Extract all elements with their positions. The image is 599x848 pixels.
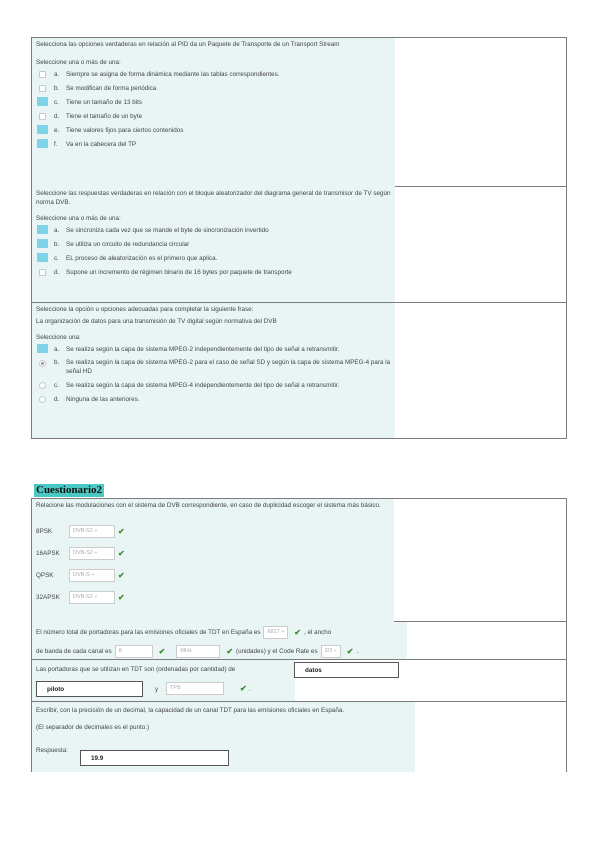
option-letter: d. — [54, 268, 60, 276]
checkbox[interactable] — [39, 269, 46, 276]
carrier-type-input-3[interactable]: TPS — [166, 682, 224, 695]
option-letter: e. — [54, 126, 60, 134]
option-letter: f. — [54, 140, 58, 148]
option-q1-0[interactable] — [36, 67, 391, 81]
radio-button[interactable] — [37, 344, 48, 353]
option-text: Va en la cabecera del TP — [66, 140, 137, 148]
question-5-text-3: de banda de cada canal es — [36, 648, 112, 655]
option-letter: b. — [54, 84, 60, 92]
option-letter: a. — [54, 70, 60, 78]
question-7-prompt: Escribir, con la precisión de un decimal, la capacidad de un canal TDT para las emisiones oficiales en España. — [36, 707, 345, 714]
option-letter: b. — [54, 240, 60, 248]
question-3 — [31, 303, 567, 439]
checkbox[interactable] — [39, 71, 46, 78]
checkbox[interactable] — [37, 97, 48, 106]
option-letter: b. — [54, 359, 60, 366]
option-text: Se utiliza un circuito de redundancia circular — [66, 240, 190, 248]
question-2-prompt: Seleccione las respuestas verdaderas en relación con el bloque aleatorizador del diagrama general de transmisor de TV según norma DVB. — [36, 190, 391, 206]
match-row — [36, 564, 390, 586]
checkbox[interactable] — [37, 139, 48, 148]
question-3-prompt-1: Seleccione la opción u opciones adecuadas para completar la siguiente frase: — [36, 306, 254, 313]
carrier-type-input-2[interactable]: piloto — [36, 681, 143, 697]
dvb-system-select[interactable]: DVB-S2 ÷ — [69, 525, 115, 538]
question-3-instruction: Seleccione una: — [36, 334, 81, 341]
option-q3-1[interactable] — [36, 356, 391, 378]
option-letter: a. — [54, 226, 60, 234]
modulation-label: 16APSK — [36, 549, 60, 557]
match-row — [36, 586, 390, 608]
question-4 — [31, 498, 567, 622]
question-4-prompt: Relacione las modulaciones con el sistema de DVB correspondiente, en caso de duplicidad escoger el sistema más básico. — [36, 502, 381, 509]
question-5 — [31, 622, 567, 660]
radio-button[interactable] — [39, 360, 46, 367]
option-text: Se realiza según la capa de sistema MPEG-2 independientemente del tipo de señal a retransmitir. — [66, 345, 340, 353]
option-q3-3[interactable] — [36, 392, 391, 406]
option-q1-2[interactable] — [36, 95, 391, 109]
option-text: Tiene el tamaño de un byte — [66, 112, 143, 120]
question-2 — [31, 187, 567, 303]
question-5-text-2: , el ancho — [303, 629, 332, 636]
question-5-dot: . — [356, 648, 359, 655]
option-q1-1[interactable] — [36, 81, 391, 95]
option-q3-2[interactable] — [36, 378, 391, 392]
checkbox[interactable] — [37, 125, 48, 134]
question-5-line-1 — [36, 626, 403, 639]
correct-check-icon: ✔ — [118, 592, 125, 602]
modulation-label: 32APSK — [36, 593, 60, 601]
question-6-dot: . — [249, 686, 251, 693]
option-text: Tiene un tamaño de 13 bits — [66, 98, 143, 106]
checkbox[interactable] — [39, 113, 46, 120]
question-7-note: (El separador de decimales es el punto.) — [36, 724, 150, 731]
question-3-body — [32, 303, 395, 438]
correct-check-icon: ✔ — [240, 684, 247, 693]
option-letter: a. — [54, 345, 60, 353]
option-q2-2[interactable] — [36, 251, 391, 265]
option-text: EL proceso de aleatorización es el primero que aplica. — [66, 254, 218, 262]
answer-input[interactable]: 19.9 — [80, 750, 229, 766]
question-2-instruction: Seleccione una o más de una: — [36, 215, 121, 222]
bandwidth-input[interactable]: 8 — [115, 645, 153, 658]
option-q3-0[interactable] — [36, 342, 391, 356]
option-q2-3[interactable] — [36, 265, 391, 279]
unit-input[interactable]: MHz — [176, 645, 220, 658]
option-text: Tiene valores fijos para ciertos contenidos — [66, 126, 184, 134]
question-1-prompt: Selecciona las opciones verdaderas en relación al PID da un Paquete de Transporte de un Transport Stream — [36, 41, 340, 48]
option-text: Se modifican de forma periódica — [66, 84, 157, 92]
dvb-system-select[interactable]: DVB-S2 ÷ — [69, 591, 115, 604]
question-1 — [31, 37, 567, 187]
option-q1-3[interactable] — [36, 109, 391, 123]
correct-check-icon: ✔ — [158, 647, 166, 656]
question-5-text-4: (unidades) y el Code Rate es — [236, 648, 318, 655]
dvb-system-select[interactable]: DVB-S2 ÷ — [69, 547, 115, 560]
match-row — [36, 520, 390, 542]
question-5-body — [32, 622, 407, 659]
question-2-body — [32, 187, 395, 302]
option-text: Se realiza según la capa de sistema MPEG-4 independientemente del tipo de señal a retransmitir. — [66, 381, 340, 389]
question-1-body — [32, 38, 395, 187]
match-row — [36, 542, 390, 564]
answer-label: Respuesta: — [36, 747, 68, 754]
option-q1-4[interactable] — [36, 123, 391, 137]
correct-check-icon: ✔ — [118, 548, 125, 558]
option-text: Se sincroniza cada vez que se mande el byte de sincronización invertido — [66, 226, 269, 234]
option-q1-5[interactable] — [36, 137, 391, 151]
correct-check-icon: ✔ — [346, 647, 354, 656]
correct-check-icon: ✔ — [118, 526, 125, 536]
section-title: Cuestionario2 — [36, 484, 102, 496]
option-text: Ninguna de las anteriores. — [66, 395, 140, 403]
option-letter: d. — [54, 395, 60, 403]
option-letter: c. — [54, 381, 59, 389]
checkbox[interactable] — [37, 239, 48, 248]
question-5-text-1: El número total de portadoras para las emisiones oficiales de TDT en España es — [36, 629, 261, 636]
option-letter: c. — [54, 98, 59, 106]
option-text: Se realiza según la capa de sistema MPEG-2 para el caso de señal SD y según la capa de sistema MPEG-4 para la señal HD — [66, 359, 391, 375]
checkbox[interactable] — [39, 85, 46, 92]
correct-check-icon: ✔ — [294, 628, 301, 637]
option-q2-1[interactable] — [36, 237, 391, 251]
question-1-instruction: Seleccione una o más de una: — [36, 59, 121, 66]
question-6-text: Las portadoras que se utilizan en TDT son (ordenadas por cantidad) de — [36, 666, 236, 673]
option-letter: d. — [54, 112, 60, 120]
option-text: Supone un incremento de régimen binario de 16 bytes por paquete de transporte — [66, 268, 292, 276]
modulation-label: QPSK — [36, 571, 54, 579]
code-rate-select[interactable]: 2/3 ÷ — [321, 645, 341, 658]
modulation-label: 8PSK — [36, 527, 53, 535]
question-6-y: y — [155, 686, 159, 693]
option-text: Siempre se asigna de forma dinámica mediante las tablas correspondientes. — [66, 70, 280, 78]
radio-button[interactable] — [39, 396, 46, 403]
question-5-line-2 — [36, 645, 403, 658]
correct-check-icon: ✔ — [118, 570, 125, 580]
radio-button[interactable] — [39, 382, 46, 389]
question-3-prompt-2: La organización de datos para una transmisión de TV digital según normativa del DVB — [36, 318, 277, 325]
dvb-system-select[interactable]: DVB-S ÷ — [69, 569, 115, 582]
carriers-select[interactable]: 6817 ÷ — [263, 626, 288, 639]
correct-check-icon: ✔ — [226, 647, 234, 656]
carrier-type-input-1[interactable]: datos — [294, 662, 399, 678]
question-4-body — [32, 499, 394, 622]
option-q2-0[interactable] — [36, 223, 391, 237]
option-letter: c. — [54, 254, 59, 262]
checkbox[interactable] — [37, 225, 48, 234]
checkbox[interactable] — [37, 253, 48, 262]
